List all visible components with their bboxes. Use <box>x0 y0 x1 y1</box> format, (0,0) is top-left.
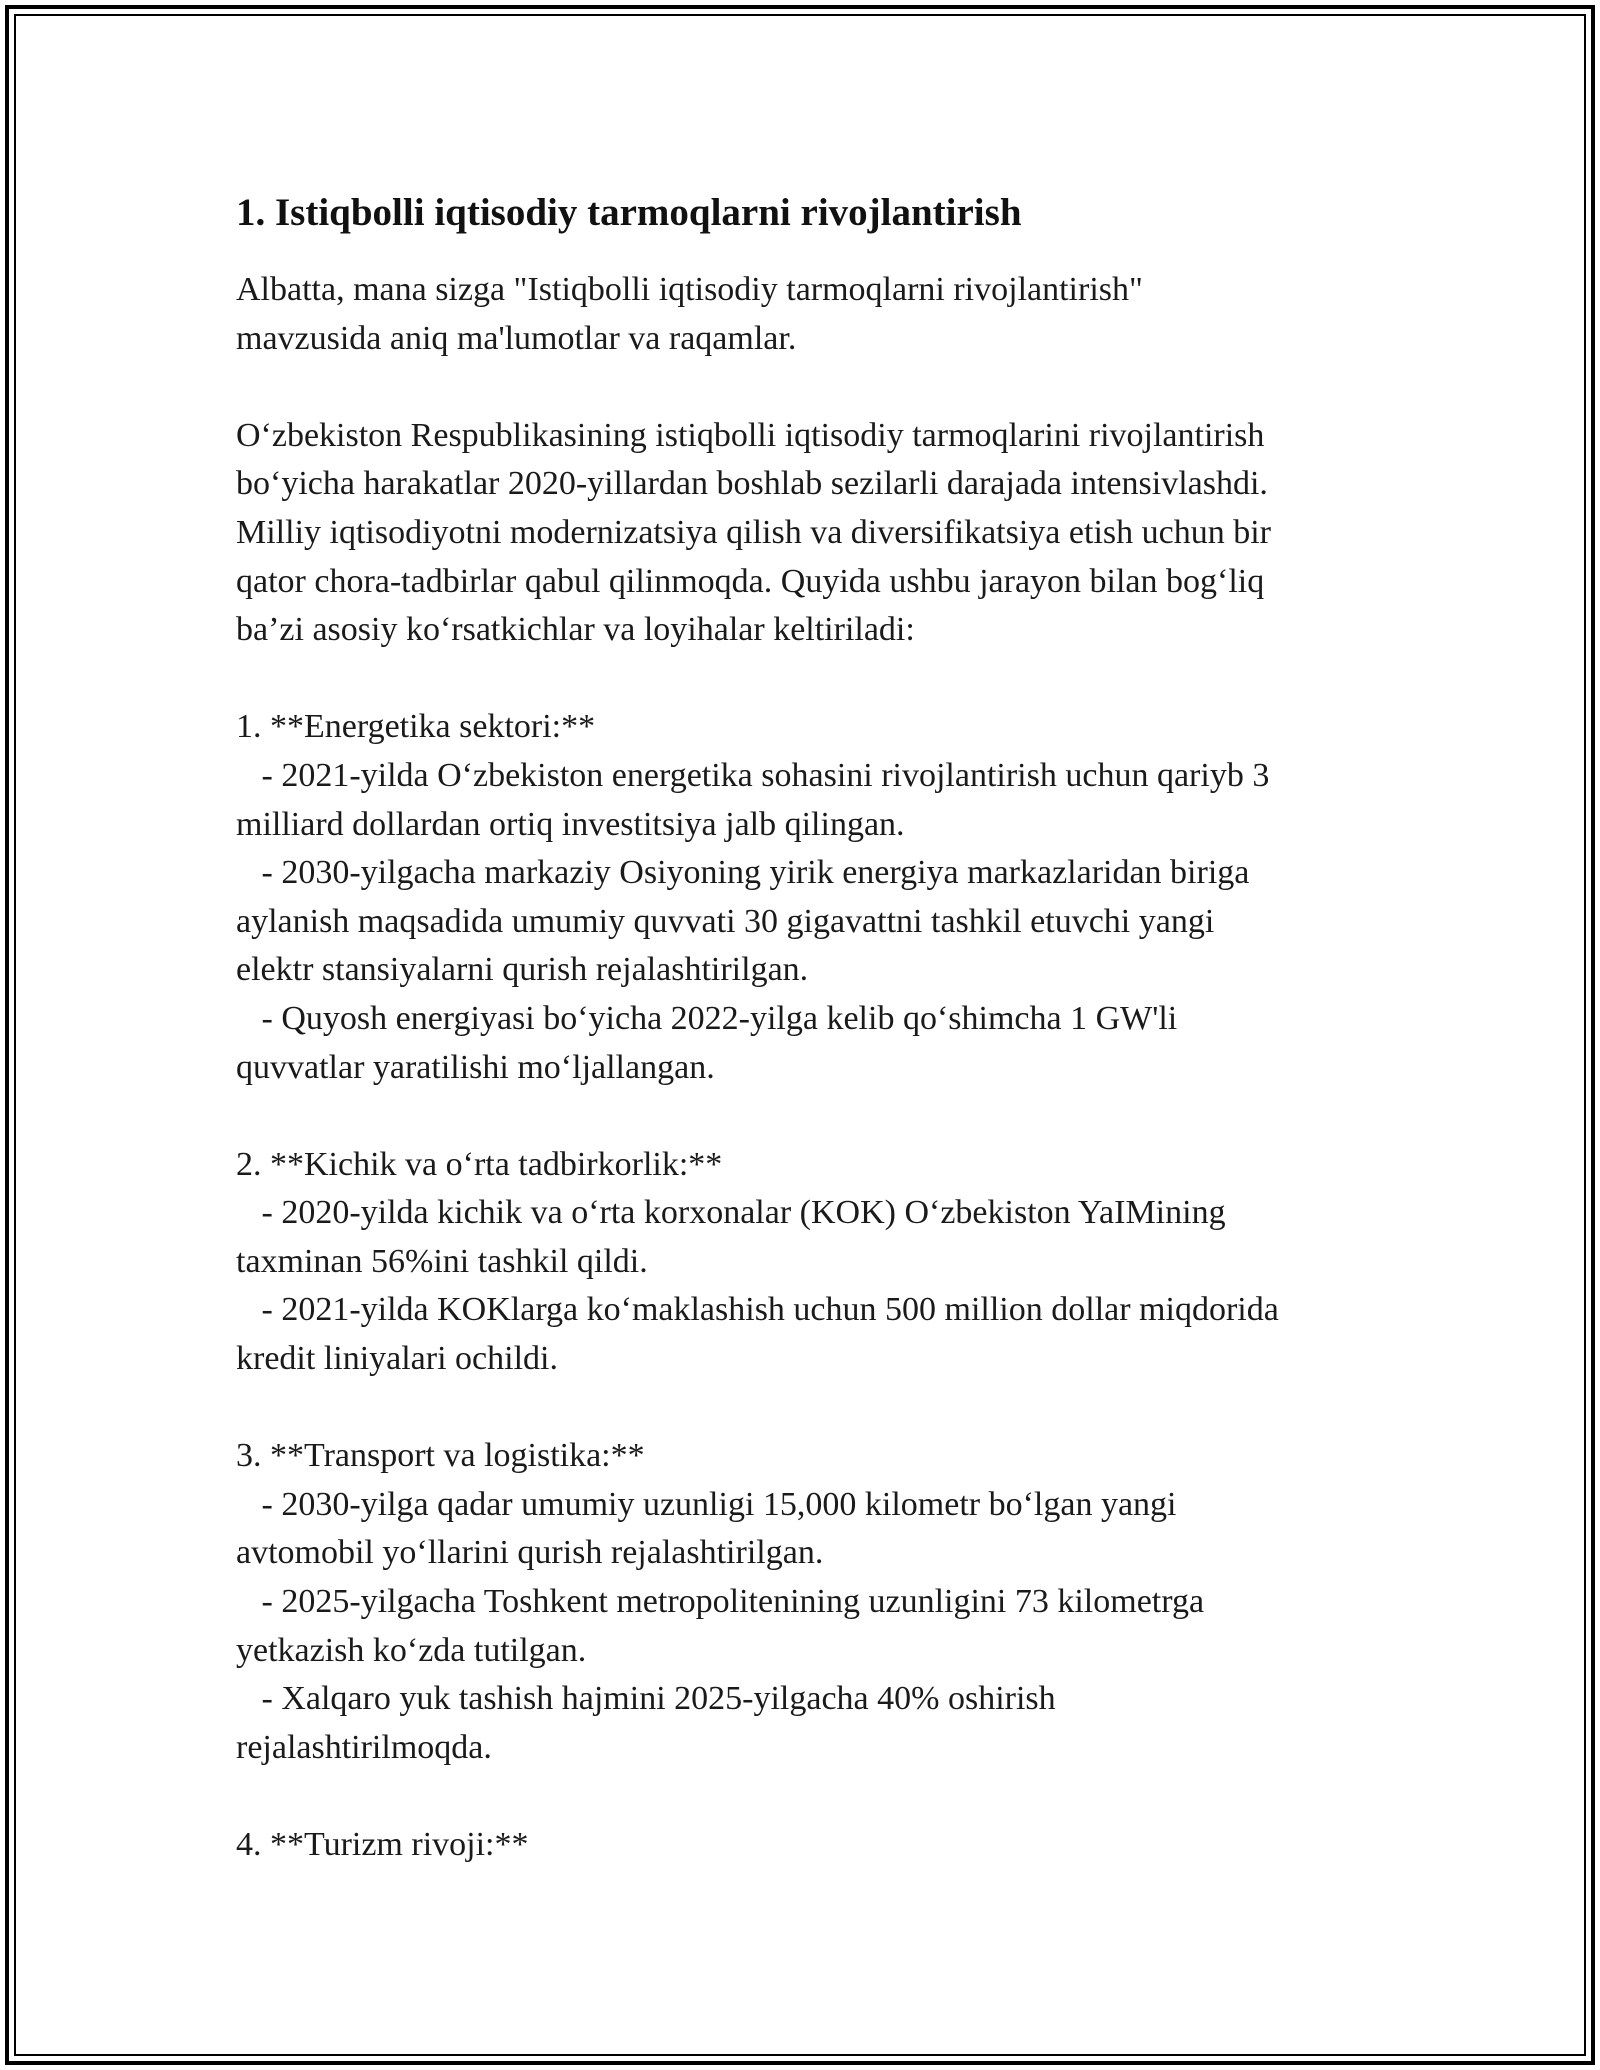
document-body: Albatta, mana sizga "Istiqbolli iqtisodiy tarmoqlarni rivojlantirish" mavzusida aniq ma'lumotlar va raqamlar. O‘zbekiston Respublikasining istiqbolli iqtisodiy tarmoqlarini rivojlantirish bo‘yicha harakatlar 2020-yillardan boshlab sezilarli darajada intensivlashdi. Milliy iqtisodiyotni modernizatsiya qilish va diversifikatsiya etish uchun bir qator chora-tadbirlar qabul qilinmoqda. Quyida ushbu jarayon bilan bog‘liq ba’zi asosiy ko‘rsatkichlar va loyihalar keltiriladi: 1. **Energetika sektori:** - 2021-yilda O‘zbekiston energetika sohasini rivojlantirish uchun qariyb 3 milliard dollardan ortiq investitsiya jalb qilingan. - 2030-yilgacha markaziy Osiyoning yirik energiya markazlaridan biriga aylanish maqsadida umumiy quvvati 30 gigavattni tashkil etuvchi yangi elektr stansiyalarni qurish rejalashtirilgan. - Quyosh energiyasi bo‘yicha 2022-yilga kelib qo‘shimcha 1 GW'li quvvatlar yaratilishi mo‘ljallangan. 2. **Kichik va o‘rta tadbirkorlik:** - 2020-yilda kichik va o‘rta korxonalar (KOK) O‘zbekiston YaIMining taxminan 56%ini tashkil qildi. - 2021-yilda KOKlarga ko‘maklashish uchun 500 million dollar miqdorida kredit liniyalari ochildi. 3. **Transport va logistika:** - 2030-yilga qadar umumiy uzunligi 15,000 kilometr bo‘lgan yangi avtomobil yo‘llarini qurish rejalashtirilgan. - 2025-yilgacha Toshkent metropolitenining uzunligini 73 kilometrga yetkazish ko‘zda tutilgan. - Xalqaro yuk tashish hajmini 2025-yilgacha 40% oshirish rejalashtirilmoqda. 4. **Turizm rivoji:** <box>236 271 1279 1863</box>
document-title: 1. Istiqbolli iqtisodiy tarmoqlarni rivojlantirish <box>236 191 1022 234</box>
document-content <box>236 186 1376 1870</box>
